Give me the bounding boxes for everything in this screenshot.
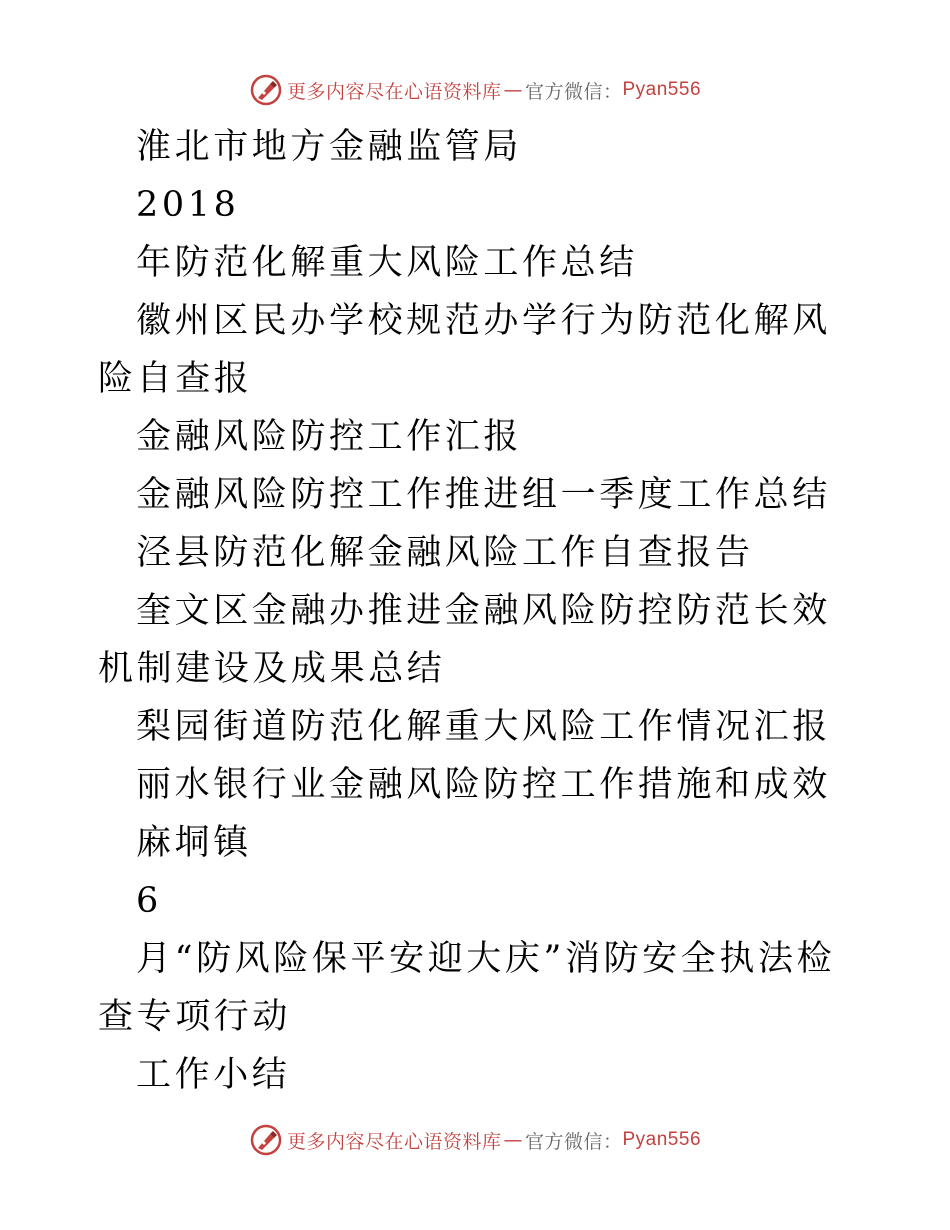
watermark-dash: — [503, 79, 523, 101]
watermark-dash: — [503, 1129, 523, 1151]
pen-nib-logo-icon [249, 1123, 283, 1157]
doc-line: 2018 [136, 185, 240, 225]
doc-line: 麻垌镇 [136, 823, 252, 863]
doc-line: 金融风险防控工作推进组一季度工作总结 [136, 475, 831, 515]
doc-line: 金融风险防控工作汇报 [136, 417, 523, 457]
doc-line: 年防范化解重大风险工作总结 [136, 243, 638, 283]
doc-line: 6 [136, 881, 162, 921]
watermark-brand: 更多内容尽在心语资料库 [286, 1130, 502, 1153]
doc-line: 奎文区金融办推进金融风险防控防范长效机制建设及成果总结 [98, 591, 831, 689]
doc-line: 徽州区民办学校规范办学行为防范化解风险自查报 [98, 301, 831, 399]
doc-line: 淮北市地方金融监管局 [136, 127, 523, 167]
watermark-contact-id: Pyan556 [622, 79, 702, 100]
doc-line: 梨园街道防范化解重大风险工作情况汇报 [136, 707, 831, 747]
doc-line: 月“防风险保平安迎大庆”消防安全执法检查专项行动 [98, 939, 836, 1037]
watermark-brand: 更多内容尽在心语资料库 [286, 80, 502, 103]
header-watermark [0, 70, 950, 110]
document-body [98, 118, 868, 1104]
footer-watermark [0, 1120, 950, 1160]
doc-line: 泾县防范化解金融风险工作自查报告 [136, 533, 754, 573]
pen-nib-logo-icon [249, 73, 283, 107]
watermark-contact-label: 官方微信： [524, 1130, 623, 1153]
doc-line: 工作小结 [136, 1055, 291, 1095]
doc-line: 丽水银行业金融风险防控工作措施和成效 [136, 765, 831, 805]
watermark-contact-id: Pyan556 [622, 1129, 702, 1150]
watermark-contact-label: 官方微信： [524, 80, 623, 103]
